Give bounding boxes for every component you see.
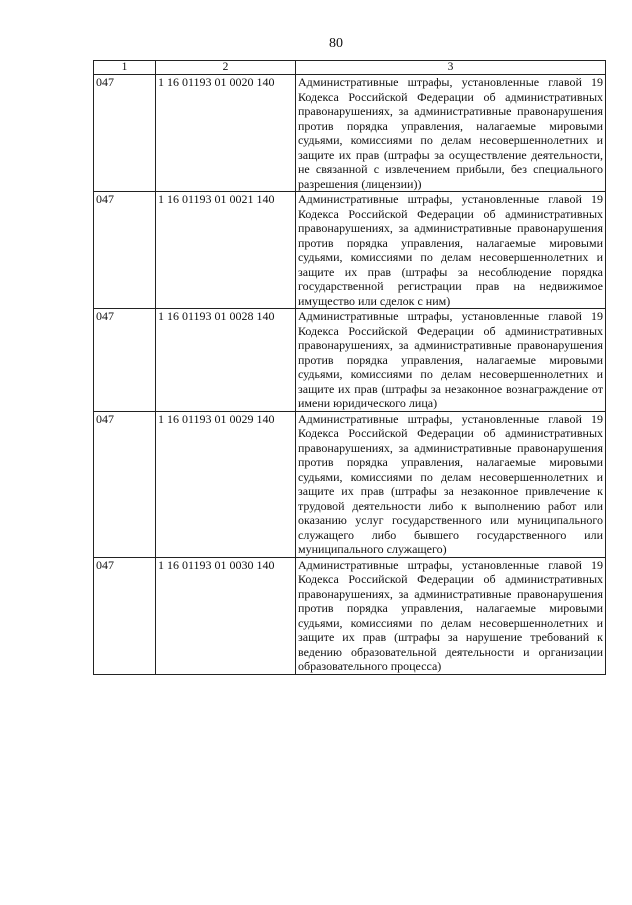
budget-classification-code-cell: 1 16 01193 01 0020 140 [156,75,296,192]
administrator-code-cell: 047 [94,557,156,674]
page-number: 80 [329,36,343,51]
description-cell: Административные штрафы, установленные главой 19 Кодекса Российской Федерации об административных правонарушениях, за административные правонарушения против порядка управления, налагаемые мировыми судьями, комиссиями по делам несовершеннолетних и защите их прав (штрафы за незаконное привлечение к трудовой деятельности либо к выполнению работ или оказанию услуг государственного или муниципального служащего либо бывшего государственного или муниципального служащего) [296,411,606,557]
budget-classification-code-cell: 1 16 01193 01 0021 140 [156,192,296,309]
description-cell: Административные штрафы, установленные главой 19 Кодекса Российской Федерации об административных правонарушениях, за административные правонарушения против порядка управления, налагаемые мировыми судьями, комиссиями по делам несовершеннолетних и защите их прав (штрафы за незаконное вознаграждение от имени юридического лица) [296,309,606,412]
description-cell: Административные штрафы, установленные главой 19 Кодекса Российской Федерации об административных правонарушениях, за административные правонарушения против порядка управления, налагаемые мировыми судьями, комиссиями по делам несовершеннолетних и защите их прав (штрафы за нарушение требований к ведению образовательной деятельности и организации образовательного процесса) [296,557,606,674]
description-cell: Административные штрафы, установленные главой 19 Кодекса Российской Федерации об административных правонарушениях, за административные правонарушения против порядка управления, налагаемые мировыми судьями, комиссиями по делам несовершеннолетних и защите их прав (штрафы за осуществление деятельности, не связанной с извлечением прибыли, без специального разрешения (лицензии)) [296,75,606,192]
column-header-2: 2 [156,61,296,75]
table-row [94,309,606,412]
table-row [94,411,606,557]
column-header-1: 1 [94,61,156,75]
budget-classification-code-cell: 1 16 01193 01 0028 140 [156,309,296,412]
table-row [94,75,606,192]
administrator-code-cell: 047 [94,309,156,412]
table-header-row [94,61,606,75]
administrator-code-cell: 047 [94,411,156,557]
table-row [94,192,606,309]
description-cell: Административные штрафы, установленные главой 19 Кодекса Российской Федерации об административных правонарушениях, за административные правонарушения против порядка управления, налагаемые мировыми судьями, комиссиями по делам несовершеннолетних и защите их прав (штрафы за несоблюдение порядка государственной регистрации прав на недвижимое имущество или сделок с ним) [296,192,606,309]
administrator-code-cell: 047 [94,192,156,309]
column-header-3: 3 [296,61,606,75]
table-row [94,557,606,674]
budget-classification-code-cell: 1 16 01193 01 0030 140 [156,557,296,674]
budget-classification-code-cell: 1 16 01193 01 0029 140 [156,411,296,557]
administrator-code-cell: 047 [94,75,156,192]
budget-codes-table [93,60,606,675]
